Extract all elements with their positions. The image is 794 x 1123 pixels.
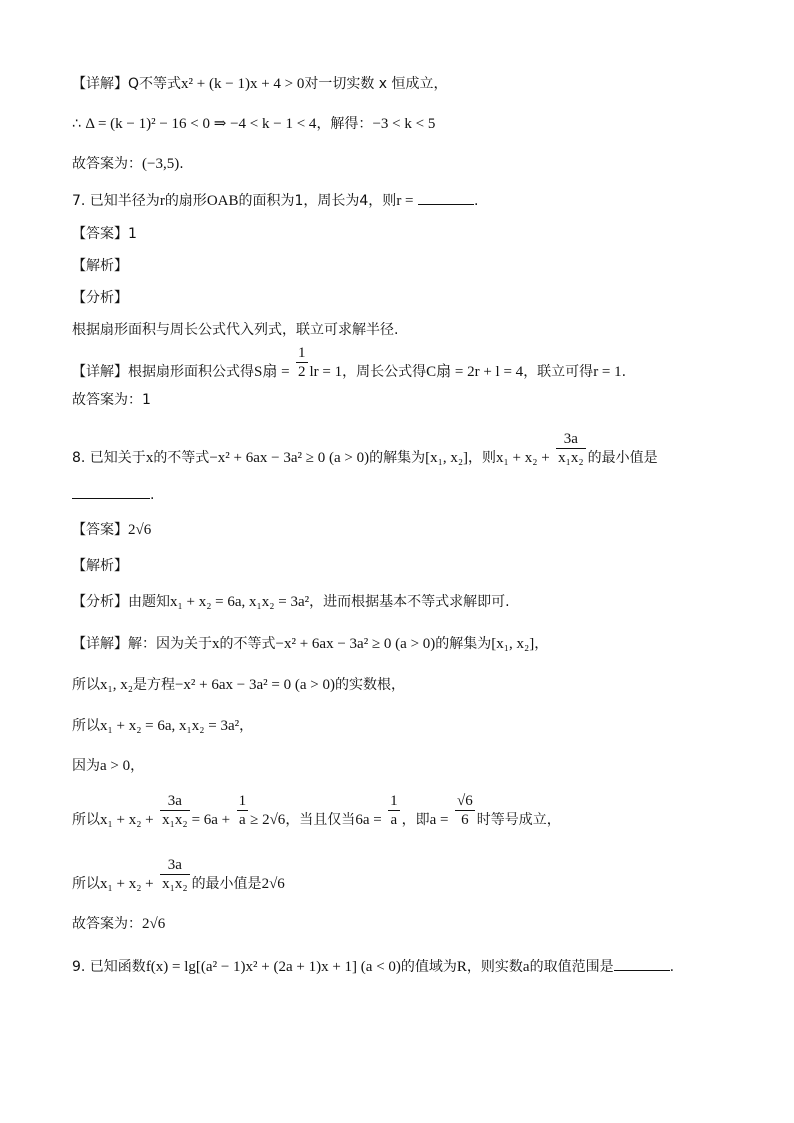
- answer-line: [72, 154, 184, 174]
- math-expression: x₁, x₂: [100, 677, 133, 693]
- fraction: $\frac{1}{2}$: [298, 345, 306, 380]
- answer-value: 1: [128, 226, 137, 242]
- text: 由题知: [128, 594, 170, 610]
- text: .: [179, 156, 184, 172]
- answer-line: [72, 390, 151, 410]
- text: 所以: [72, 677, 100, 693]
- question-text: 9. 已知函数: [72, 959, 146, 975]
- detail-line: [72, 716, 253, 736]
- text: 故答案为：1: [72, 392, 151, 408]
- text: 的最小值是: [191, 876, 262, 892]
- tag-label: 【分析】: [72, 594, 128, 610]
- analysis-subheader: [72, 592, 510, 612]
- math-expression: x: [145, 450, 154, 466]
- text: 因为: [72, 758, 100, 774]
- text: 的取值范围是: [529, 959, 614, 975]
- math-expression: x: [212, 636, 220, 652]
- detail-line: [72, 634, 548, 654]
- text: 所以: [72, 876, 100, 892]
- question-9: [72, 956, 674, 977]
- math-expression: 2√6: [261, 876, 285, 892]
- math-expression: −x² + 6ax − 3a² ≥ 0 (a > 0): [209, 450, 370, 466]
- math-expression: 2√6: [142, 916, 166, 932]
- math-expression: r = 1: [593, 364, 622, 380]
- analysis-text: [72, 320, 398, 340]
- answer-line: [72, 914, 165, 934]
- math-expression: −3 < k < 5: [372, 116, 436, 132]
- math-expression: x₁ + x₂ +: [496, 450, 550, 466]
- detail-line: [72, 675, 405, 695]
- math-expression: (−3,5): [142, 156, 180, 172]
- text: 对一切实数 x 恒成立，: [304, 76, 448, 92]
- math-expression: 6a =: [355, 812, 382, 828]
- analysis-subheader: [72, 288, 128, 308]
- text: 故答案为：: [72, 156, 142, 172]
- answer-blank[interactable]: [418, 190, 474, 205]
- answer-blank[interactable]: [614, 956, 670, 971]
- fraction: $\frac{1}{a}$: [238, 793, 247, 828]
- text: ，: [239, 718, 254, 734]
- text: ，进而根据基本不等式求解即可.: [309, 594, 510, 610]
- tag-label: 【解析】: [72, 558, 128, 574]
- tag-label: 【答案】: [72, 522, 128, 538]
- text: .: [669, 959, 675, 975]
- text: 是方程: [132, 677, 175, 693]
- solution-line: [72, 74, 448, 94]
- text: Q不等式: [128, 76, 182, 92]
- tag-label: 【答案】: [72, 226, 128, 242]
- text: ，即: [401, 812, 430, 828]
- math-expression: OAB: [206, 193, 239, 209]
- fraction: $\frac{3a}{\text{x₁x₂}}$: [558, 431, 584, 466]
- math-expression: Δ = (k − 1)² − 16 < 0 ⇒ −4 < k − 1 < 4: [85, 116, 317, 132]
- math-expression: S扇 =: [254, 364, 290, 380]
- answer-value: 2√6: [128, 522, 152, 538]
- math-expression: x₁ + x₂ +: [100, 812, 154, 828]
- math-expression: C扇 = 2r + l = 4: [426, 364, 524, 380]
- text: 的最小值是: [587, 450, 658, 466]
- math-expression: = 6a +: [191, 812, 231, 828]
- text: ，当且仅当: [285, 812, 356, 828]
- text: 的不等式: [219, 636, 276, 652]
- math-expression: ≥ 2√6: [250, 812, 286, 828]
- tag-label: 【分析】: [72, 290, 128, 306]
- tag-label: 【详解】: [72, 364, 128, 380]
- answer-section: [72, 224, 137, 244]
- math-expression: r =: [396, 193, 414, 209]
- text: ，周长公式得: [342, 364, 427, 380]
- text: 所以: [72, 812, 100, 828]
- text: 的实数根，: [334, 677, 405, 693]
- text: 的不等式: [153, 450, 210, 466]
- answer-section: [72, 520, 151, 540]
- text: ，: [130, 758, 145, 774]
- detail-line: [72, 756, 144, 776]
- solution-line: [72, 114, 435, 134]
- math-expression: a > 0: [100, 758, 131, 774]
- math-expression: [x₁, x₂]: [425, 450, 469, 466]
- math-expression: a =: [429, 812, 449, 828]
- math-expression: R: [456, 959, 467, 975]
- tag-label: 【解析】: [72, 258, 128, 274]
- question-7: [72, 190, 478, 211]
- text: ，: [534, 636, 549, 652]
- fraction: $\frac{1}{a}$: [390, 793, 398, 828]
- math-expression: f(x) = lg[(a² − 1)x² + (2a + 1)x + 1] (a < 0): [145, 959, 401, 975]
- therefore-symbol: ∴: [72, 116, 81, 132]
- fraction: $\frac{√6}{6}$: [456, 793, 473, 828]
- text: 根据扇形面积与周长公式代入列式，联立可求解半径.: [72, 322, 399, 338]
- fraction: $\frac{3a}{\text{x₁x₂}}$: [162, 793, 188, 828]
- math-expression: a: [522, 959, 530, 975]
- text: 的扇形: [164, 193, 207, 209]
- text: ，则实数: [466, 959, 523, 975]
- fraction: $\frac{3a}{\text{x₁x₂}}$: [162, 857, 188, 892]
- text: ，解得：: [316, 116, 373, 132]
- math-expression: x₁ + x₂ +: [100, 876, 154, 892]
- question-text: 7. 已知半径为: [72, 193, 160, 209]
- math-expression: x₁ + x₂ = 6a, x₁x₂ = 3a²: [170, 594, 310, 610]
- math-expression: x² + (k − 1)x + 4 > 0: [181, 76, 305, 92]
- math-expression: lr = 1: [309, 364, 343, 380]
- math-expression: x₁ + x₂ = 6a, x₁x₂ = 3a²: [100, 718, 240, 734]
- text: .: [150, 487, 155, 503]
- text: 的解集为: [435, 636, 492, 652]
- analysis-header: [72, 556, 128, 576]
- math-expression: r: [159, 193, 165, 209]
- detail-line: [72, 792, 561, 830]
- tag-label: 【详解】: [72, 76, 128, 92]
- text: 的值域为: [400, 959, 457, 975]
- text: ，则: [468, 450, 497, 466]
- text: 根据扇形面积公式得: [128, 364, 254, 380]
- text: 所以: [72, 718, 100, 734]
- text: 故答案为：: [72, 916, 142, 932]
- math-expression: −x² + 6ax − 3a² = 0 (a > 0): [174, 677, 335, 693]
- answer-blank-line: [72, 484, 154, 505]
- text: .: [473, 193, 479, 209]
- math-expression: −x² + 6ax − 3a² ≥ 0 (a > 0): [275, 636, 436, 652]
- math-expression: [x₁, x₂]: [491, 636, 535, 652]
- question-text: 8. 已知关于: [72, 450, 146, 466]
- tag-label: 【详解】: [72, 636, 128, 652]
- text: ，联立可得: [523, 364, 594, 380]
- analysis-header: [72, 256, 128, 276]
- answer-blank[interactable]: [72, 484, 150, 499]
- text: 的面积为1，周长为4，则: [238, 193, 397, 209]
- text: 时等号成立，: [476, 812, 561, 828]
- text: 的解集为: [369, 450, 426, 466]
- detail-line: [72, 856, 285, 894]
- detail-line: [72, 344, 626, 382]
- text: 解：因为关于: [128, 636, 212, 652]
- question-8: [72, 430, 658, 468]
- text: .: [621, 364, 627, 380]
